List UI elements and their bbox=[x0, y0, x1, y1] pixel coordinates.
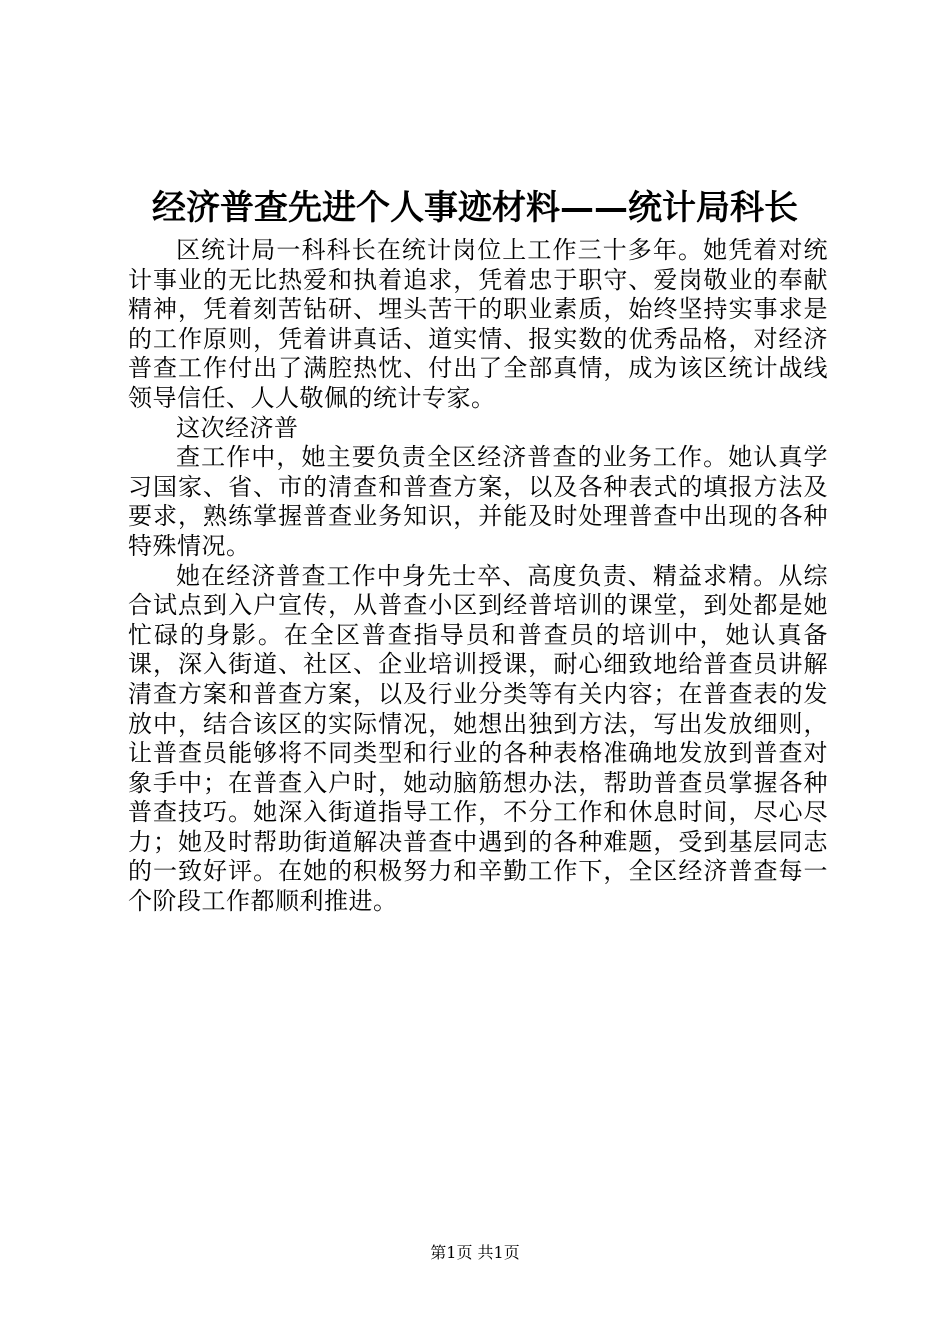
paragraph-4: 她在经济普查工作中身先士卒、高度负责、精益求精。从综合试点到入户宣传，从普查小区到经普培训的课堂，到处都是她忙碌的身影。在全区普查指导员和普查员的培训中，她认真备课，深入街道、社区、企业培训授课，耐心细致地给普查员讲解清查方案和普查方案，以及行业分类等有关内容；在普查表的发放中，结合该区的实际情况，她想出独到方法，写出发放细则，让普查员能够将不同类型和行业的各种表格准确地发放到普查对象手中；在普查入户时，她动脑筋想办法，帮助普查员掌握各种普查技巧。她深入街道指导工作，不分工作和休息时间，尽心尽力；她及时帮助街道解决普查中遇到的各种难题，受到基层同志的一致好评。在她的积极努力和辛勤工作下，全区经济普查每一个阶段工作都顺利推进。 bbox=[128, 561, 828, 916]
paragraph-2: 这次经济普 bbox=[176, 413, 299, 442]
document-body bbox=[128, 236, 828, 917]
document-title: 经济普查先进个人事迹材料——统计局科长 bbox=[152, 188, 798, 228]
paragraph-3: 查工作中，她主要负责全区经济普查的业务工作。她认真学习国家、省、市的清查和普查方案，以及各种表式的填报方法及要求，熟练掌握普查业务知识，并能及时处理普查中出现的各种特殊情况。 bbox=[128, 443, 828, 560]
page-number-footer: 第1页 共1页 bbox=[430, 1243, 520, 1262]
paragraph-1: 区统计局一科科长在统计岗位上工作三十多年。她凭着对统计事业的无比热爱和执着追求，凭着忠于职守、爱岗敬业的奉献精神，凭着刻苦钻研、埋头苦干的职业素质，始终坚持实事求是的工作原则，凭着讲真话、道实情、报实数的优秀品格，对经济普查工作付出了满腔热忱、付出了全部真情，成为该区统计战线领导信任、人人敬佩的统计专家。 bbox=[128, 236, 828, 412]
